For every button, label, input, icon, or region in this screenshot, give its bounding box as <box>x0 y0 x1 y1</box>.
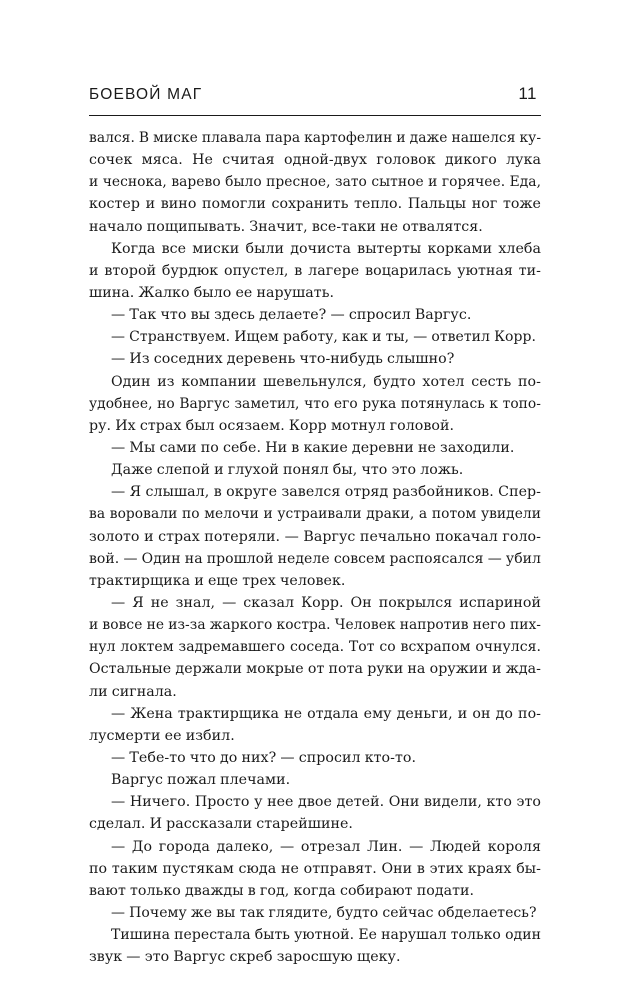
text-line: — До города далеко, — отрезал Лин. — Людей короля <box>111 838 541 855</box>
text-line: — Из соседних деревень что-нибудь слышно? <box>111 351 455 368</box>
text-line: трактирщика и еще трех человек. <box>89 572 346 589</box>
text-line: — Почему же вы так глядите, будто сейчас обделаетесь? <box>111 904 537 921</box>
text-line: по таким пустякам сюда не отправят. Они в этих краях бы- <box>89 860 541 877</box>
text-line: — Я не знал, — сказал Корр. Он покрылся испариной <box>111 594 541 611</box>
text-line: — Мы сами по себе. Ни в какие деревни не заходили. <box>111 439 515 456</box>
text-line: сделал. И рассказали старейшине. <box>89 816 353 833</box>
page-number: 11 <box>518 84 537 103</box>
text-line: Остальные держали мокрые от пота руки на оружии и жда- <box>89 661 541 678</box>
text-line: — Так что вы здесь делаете? — спросил Варгус. <box>111 307 472 324</box>
running-header <box>89 83 541 116</box>
text-line: костер и вино помогли сохранить тепло. Пальцы ног тоже <box>89 196 541 213</box>
text-line: вой. — Один на прошлой неделе совсем распоясался — убил <box>89 550 541 567</box>
body-text <box>89 127 541 968</box>
text-line: и второй бурдюк опустел, в лагере воцарилась уютная ти- <box>89 262 541 279</box>
text-line: сочек мяса. Не считая одной-двух головок дикого лука <box>89 152 541 169</box>
text-line: — Тебе-то что до них? — спросил кто-то. <box>111 749 417 766</box>
text-line: начало пощипывать. Значит, все-таки не отвалятся. <box>89 218 483 235</box>
text-line: шина. Жалко было ее нарушать. <box>89 284 335 301</box>
text-line: и чеснока, варево было пресное, зато сытное и горячее. Еда, <box>89 174 541 191</box>
text-line: — Ничего. Просто у нее двое детей. Они видели, кто это <box>111 794 541 811</box>
text-line: нул локтем задремавшего соседа. Тот со всхрапом очнулся. <box>89 639 541 656</box>
text-line: ва воровали по мелочи и устраивали драки, а потом увидели <box>89 506 541 523</box>
text-line: Когда все миски были дочиста вытерты корками хлеба <box>111 240 541 257</box>
text-line: Тишина перестала быть уютной. Ее нарушал только один <box>111 927 541 944</box>
text-line: удобнее, но Варгус заметил, что его рука потянулась к топо- <box>89 395 541 412</box>
text-line: ру. Их страх был осязаем. Корр мотнул головой. <box>89 417 455 434</box>
text-line: Один из компании шевельнулся, будто хотел сесть по- <box>111 373 541 390</box>
text-line: ли сигнала. <box>89 683 177 700</box>
text-line: — Жена трактирщика не отдала ему деньги, и он до по- <box>111 705 541 722</box>
text-line: и вовсе не из-за жаркого костра. Человек напротив него пих- <box>89 617 541 634</box>
text-line: лусмерти ее избил. <box>89 727 235 744</box>
text-line: — Странствуем. Ищем работу, как и ты, — ответил Корр. <box>111 329 536 346</box>
text-line: Даже слепой и глухой понял бы, что это ложь. <box>111 462 464 479</box>
text-line: вался. В миске плавала пара картофелин и даже нашелся ку- <box>89 130 542 146</box>
text-line: Варгус пожал плечами. <box>111 772 291 789</box>
text-line: золото и страх потеряли. — Варгус печально покачал голо- <box>89 528 541 545</box>
book-title: БОЕВОЙ МАГ <box>89 86 203 103</box>
text-line: вают только дважды в год, когда собирают подати. <box>89 882 475 899</box>
text-line: звук — это Варгус скреб заросшую щеку. <box>89 949 401 966</box>
text-line: — Я слышал, в округе завелся отряд разбойников. Спер- <box>111 484 541 501</box>
